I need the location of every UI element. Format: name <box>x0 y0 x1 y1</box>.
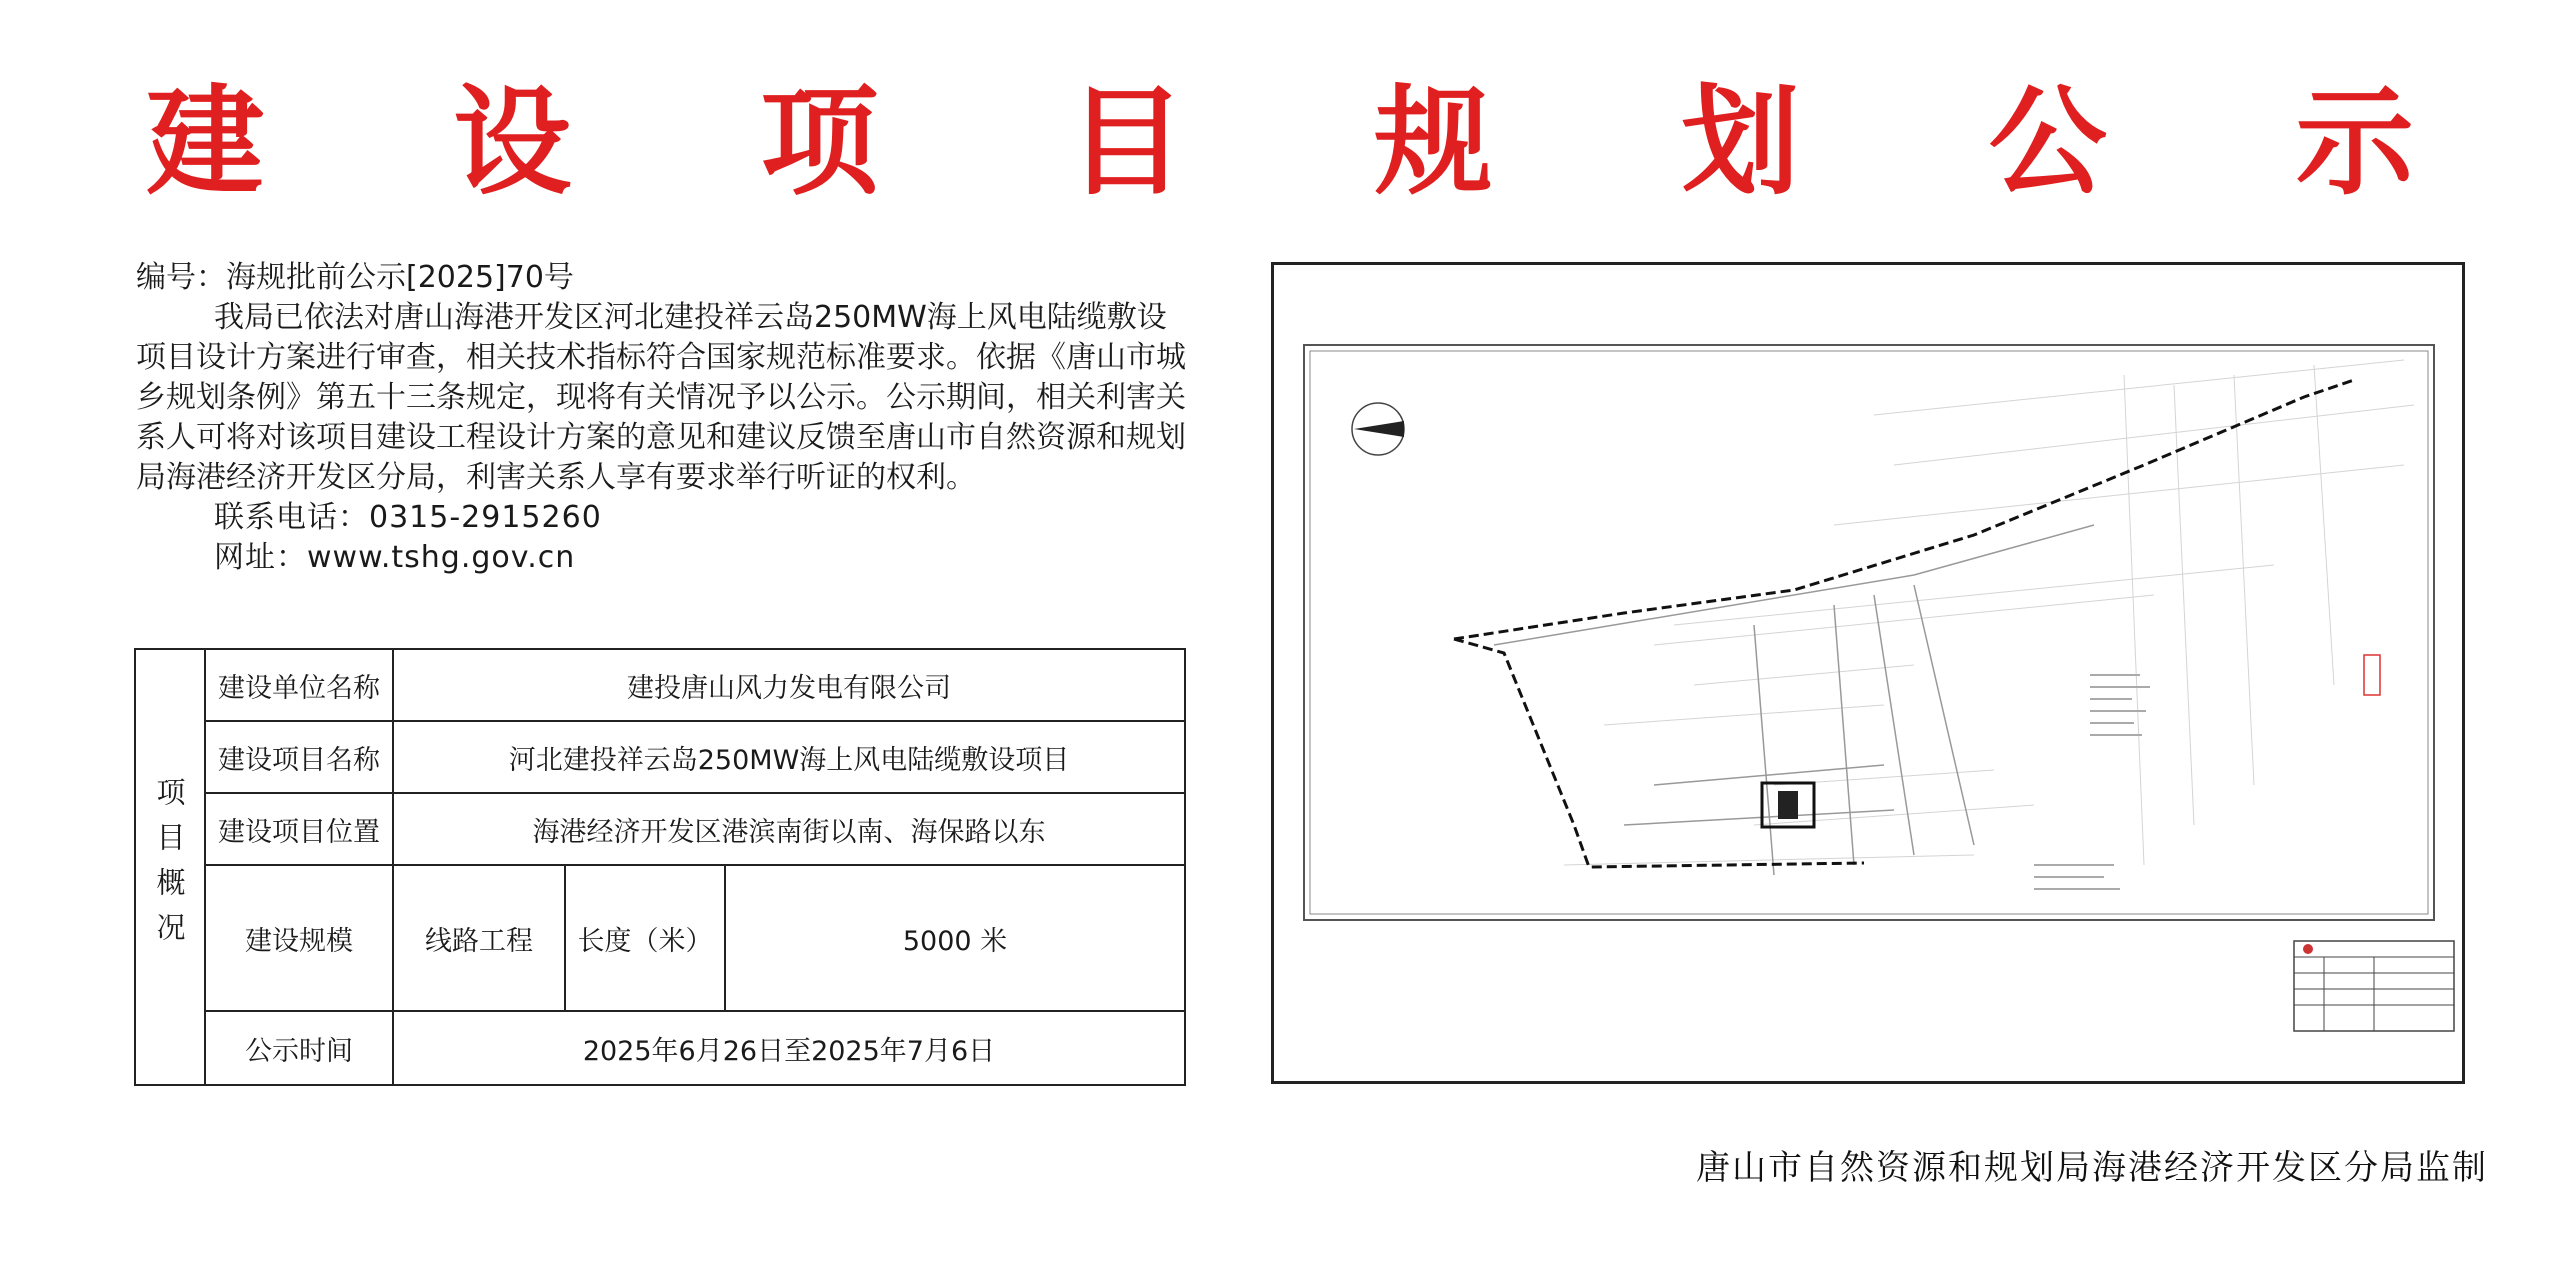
scale-label: 建设规模 <box>205 865 393 1011</box>
notice-body: 我局已依法对唐山海港开发区河北建投祥云岛250MW海上风电陆缆敷设项目设计方案进行审查，相关技术指标符合国家规范标准要求。依据《唐山市城乡规划条例》第五十三条规定，现将有关情况予以公示。公示期间，相关利害关系人可将对该项目建设工程设计方案的意见和建议反馈至唐山市自然资源和规划局海港经济开发区分局，利害关系人享有要求举行听证的权利。 <box>136 300 1186 495</box>
drawing-border <box>1304 345 2434 920</box>
website: 网址：www.tshg.gov.cn <box>214 540 576 575</box>
substation-building <box>1778 791 1798 819</box>
site-plan-drawing <box>1271 262 2465 1084</box>
unit-value: 建投唐山风力发电有限公司 <box>393 649 1185 721</box>
notice-title: 建 设 项 目 规 划 公 示 <box>146 73 2488 211</box>
location-value: 海港经济开发区港滨南街以南、海保路以东 <box>393 793 1185 865</box>
side-label: 项目概况 <box>135 649 205 1085</box>
north-arrow-icon <box>1352 403 1404 455</box>
location-label: 建设项目位置 <box>205 793 393 865</box>
length-label: 长度（米） <box>565 865 725 1011</box>
seal-stamp-icon <box>2364 655 2380 695</box>
project-name-value: 河北建投祥云岛250MW海上风电陆缆敷设项目 <box>393 721 1185 793</box>
footer-supervisor: 唐山市自然资源和规划局海港经济开发区分局监制 <box>1696 1148 2488 1188</box>
drawing-inner-border <box>1310 351 2428 914</box>
notice-number: 编号：海规批前公示[2025]70号 <box>136 260 574 295</box>
contact-phone: 联系电话：0315-2915260 <box>214 500 602 535</box>
notice-intro <box>136 258 1186 578</box>
unit-label: 建设单位名称 <box>205 649 393 721</box>
title-block <box>2294 941 2454 1031</box>
period-label: 公示时间 <box>205 1011 393 1085</box>
period-value: 2025年6月26日至2025年7月6日 <box>393 1011 1185 1085</box>
length-value: 5000 米 <box>725 865 1185 1011</box>
site-plan-svg <box>1274 265 2462 1081</box>
cable-route-south <box>1454 639 1864 867</box>
scale-type: 线路工程 <box>393 865 565 1011</box>
cable-route-north <box>1454 380 2354 639</box>
legend-notes <box>2034 675 2150 889</box>
project-overview-table <box>134 648 1186 1086</box>
project-name-label: 建设项目名称 <box>205 721 393 793</box>
